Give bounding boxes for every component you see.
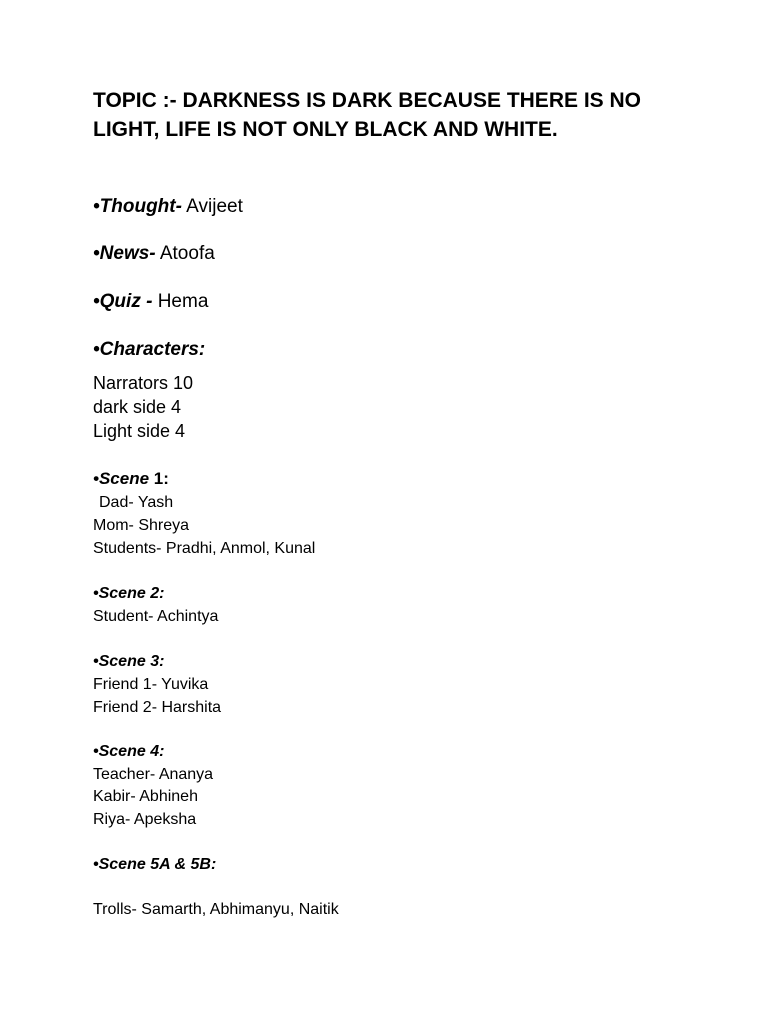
scene-3-heading: •Scene 3: bbox=[93, 653, 165, 670]
characters-heading: •Characters: bbox=[93, 339, 206, 360]
role-value: Atoofa bbox=[155, 243, 215, 264]
scene-line: Friend 1- Yuvika bbox=[93, 676, 209, 693]
role-value: Hema bbox=[152, 291, 209, 312]
scene-5-heading: •Scene 5A & 5B: bbox=[93, 856, 217, 873]
characters-line: Light side 4 bbox=[93, 421, 186, 441]
topic-title: TOPIC :- DARKNESS IS DARK BECAUSE THERE IS NO LIGHT, LIFE IS NOT ONLY BLACK AND WHITE. bbox=[93, 89, 641, 141]
scene-4-heading: •Scene 4: bbox=[93, 743, 165, 760]
scene-line: Trolls- Samarth, Abhimanyu, Naitik bbox=[93, 901, 339, 918]
role-news bbox=[93, 242, 215, 266]
role-label: •Quiz - bbox=[93, 291, 153, 312]
role-label: •Thought- bbox=[93, 196, 182, 217]
scene-line: Dad- Yash bbox=[99, 494, 174, 511]
scene-line: Student- Achintya bbox=[93, 608, 219, 625]
role-thought bbox=[93, 195, 243, 219]
role-label: •News- bbox=[93, 243, 156, 264]
scene-line: Friend 2- Harshita bbox=[93, 699, 222, 716]
scene-2-heading: •Scene 2: bbox=[93, 585, 165, 602]
characters-line: Narrators 10 bbox=[93, 373, 194, 393]
scene-line: Students- Pradhi, Anmol, Kunal bbox=[93, 540, 316, 557]
role-value: Avijeet bbox=[181, 196, 243, 217]
role-quiz bbox=[93, 290, 208, 314]
scene-line: Kabir- Abhineh bbox=[93, 788, 198, 805]
scene-line: Riya- Apeksha bbox=[93, 811, 197, 828]
characters-line: dark side 4 bbox=[93, 397, 182, 417]
scene-line: Teacher- Ananya bbox=[93, 766, 214, 783]
scene-line: Mom- Shreya bbox=[93, 517, 190, 534]
scene-1-heading: •Scene 1: bbox=[93, 469, 169, 488]
